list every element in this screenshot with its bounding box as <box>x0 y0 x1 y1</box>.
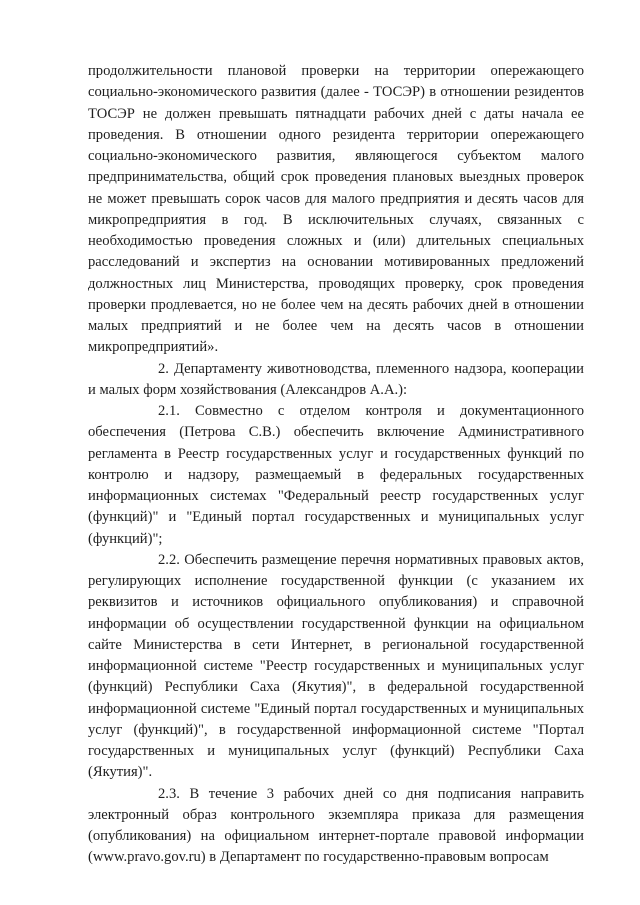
document-body <box>88 61 584 869</box>
paragraph-item-2: 2. Департаменту животноводства, племенного надзора, кооперации и малых форм хозяйствования (Александров А.А.): <box>88 360 584 398</box>
paragraph-continuation: продолжительности плановой проверки на территории опережающего социально-экономического развития (далее - ТОСЭР) в отношении резидентов ТОСЭР не должен превышать пятнадцати рабочих дней с даты начала ее проведения. В отношении одного резидента территории опережающего социально-экономического развития, являющегося субъектом малого предпринимательства, общий срок проведения плановых выездных проверок не может превышать сорок часов для малого предприятия и десять часов для микропредприятия в год. В исключительных случаях, связанных с необходимостью проведения сложных и (или) длительных специальных расследований и экспертиз на основании мотивированных предложений должностных лиц Министерства, проводящих проверку, срок проведения проверки продлевается, но не более чем на десять рабочих дней в отношении малых предприятий и не более чем на десять часов в отношении микропредприятий». <box>88 63 584 356</box>
paragraph-item-2-2: 2.2. Обеспечить размещение перечня нормативных правовых актов, регулирующих исполнение государственной функции (с указанием их реквизитов и источников официального опубликования) и справочной информации об осуществлении государственной функции на официальном сайте Министерства в сети Интернет, в региональной государственной информационной системе "Реестр государственных и муниципальных услуг (функций) Республики Саха (Якутия)", в федеральной государственной информационной системе "Единый портал государственных и муниципальных услуг (функций)", в государственной информационной системе "Портал государственных и муниципальных услуг (функций) Республики Саха (Якутия)". <box>88 551 584 781</box>
paragraph-item-2-1: 2.1. Совместно с отделом контроля и документационного обеспечения (Петрова С.В.) обеспечить включение Административного регламента в Реестр государственных услуг и государственных функций по контролю и надзору, размещаемый в федеральных государственных информационных системах "Федеральный реестр государственных услуг (функций)" и "Единый портал государственных и муниципальных услуг (функций)"; <box>88 403 584 547</box>
paragraph-item-2-3: 2.3. В течение 3 рабочих дней со дня подписания направить электронный образ контрольного экземпляра приказа для размещения (опубликования) на официальном интернет-портале правовой информации (www.pravo.gov.ru) в Департамент по государственно-правовым вопросам <box>88 785 584 866</box>
